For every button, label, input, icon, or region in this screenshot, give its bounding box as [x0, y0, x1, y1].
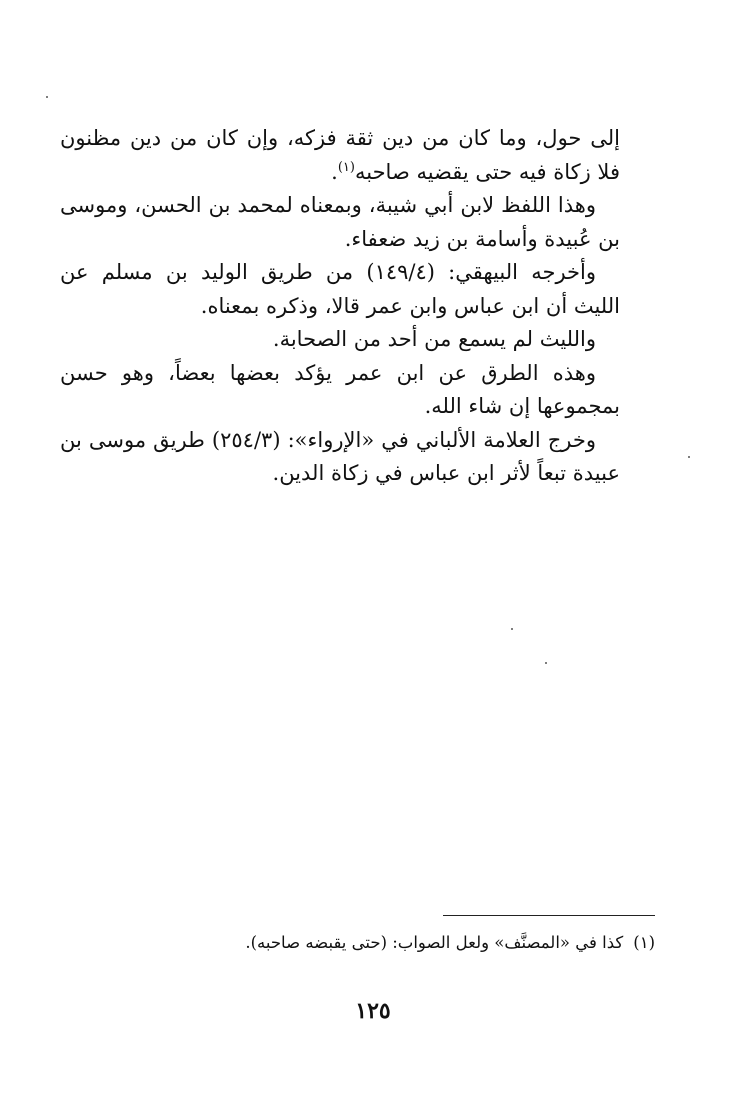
scan-speck [511, 628, 513, 630]
scan-speck [688, 456, 690, 458]
footnote-number: (١) [633, 933, 655, 952]
scan-speck [545, 662, 547, 664]
page-number: ١٢٥ [355, 998, 391, 1024]
paragraph-1-trailing: . [331, 159, 338, 184]
paragraph-4: والليث لم يسمع من أحد من الصحابة. [272, 327, 596, 351]
footnote-divider [443, 915, 655, 916]
main-text [60, 122, 620, 491]
paragraph-5: وهذه الطرق عن ابن عمر يؤكد بعضها بعضاً، وهو حسن بمجموعها إن شاء الله. [60, 360, 620, 418]
paragraph-1 [60, 122, 620, 189]
scan-speck [46, 96, 48, 98]
paragraph-3: وأخرجه البيهقي: (١٤٩/٤) من طريق الوليد بن مسلم عن الليث أن ابن عباس وابن عمر قالا، وذكره بمعناه. [60, 260, 620, 318]
footnote-text: كذا في «المصنَّف» ولعل الصواب: (حتى يقبضه صاحبه). [245, 933, 624, 952]
paragraph-1-text: إلى حول، وما كان من دين ثقة فزكه، وإن كان من دين مظنون فلا زكاة فيه حتى يقضيه صاحبه [60, 126, 620, 184]
paragraph-6: وخرج العلامة الألباني في «الإرواء»: (٢٥٤/٣) طريق موسى بن عبيدة تبعاً لأثر ابن عباس في زكاة الدين. [60, 427, 620, 485]
paragraph-2: وهذا اللفظ لابن أبي شيبة، وبمعناه لمحمد بن الحسن، وموسى بن عُبيدة وأسامة بن زيد ضعفاء. [60, 193, 620, 251]
footnote-reference: (١) [337, 159, 355, 175]
footnote [60, 930, 655, 956]
